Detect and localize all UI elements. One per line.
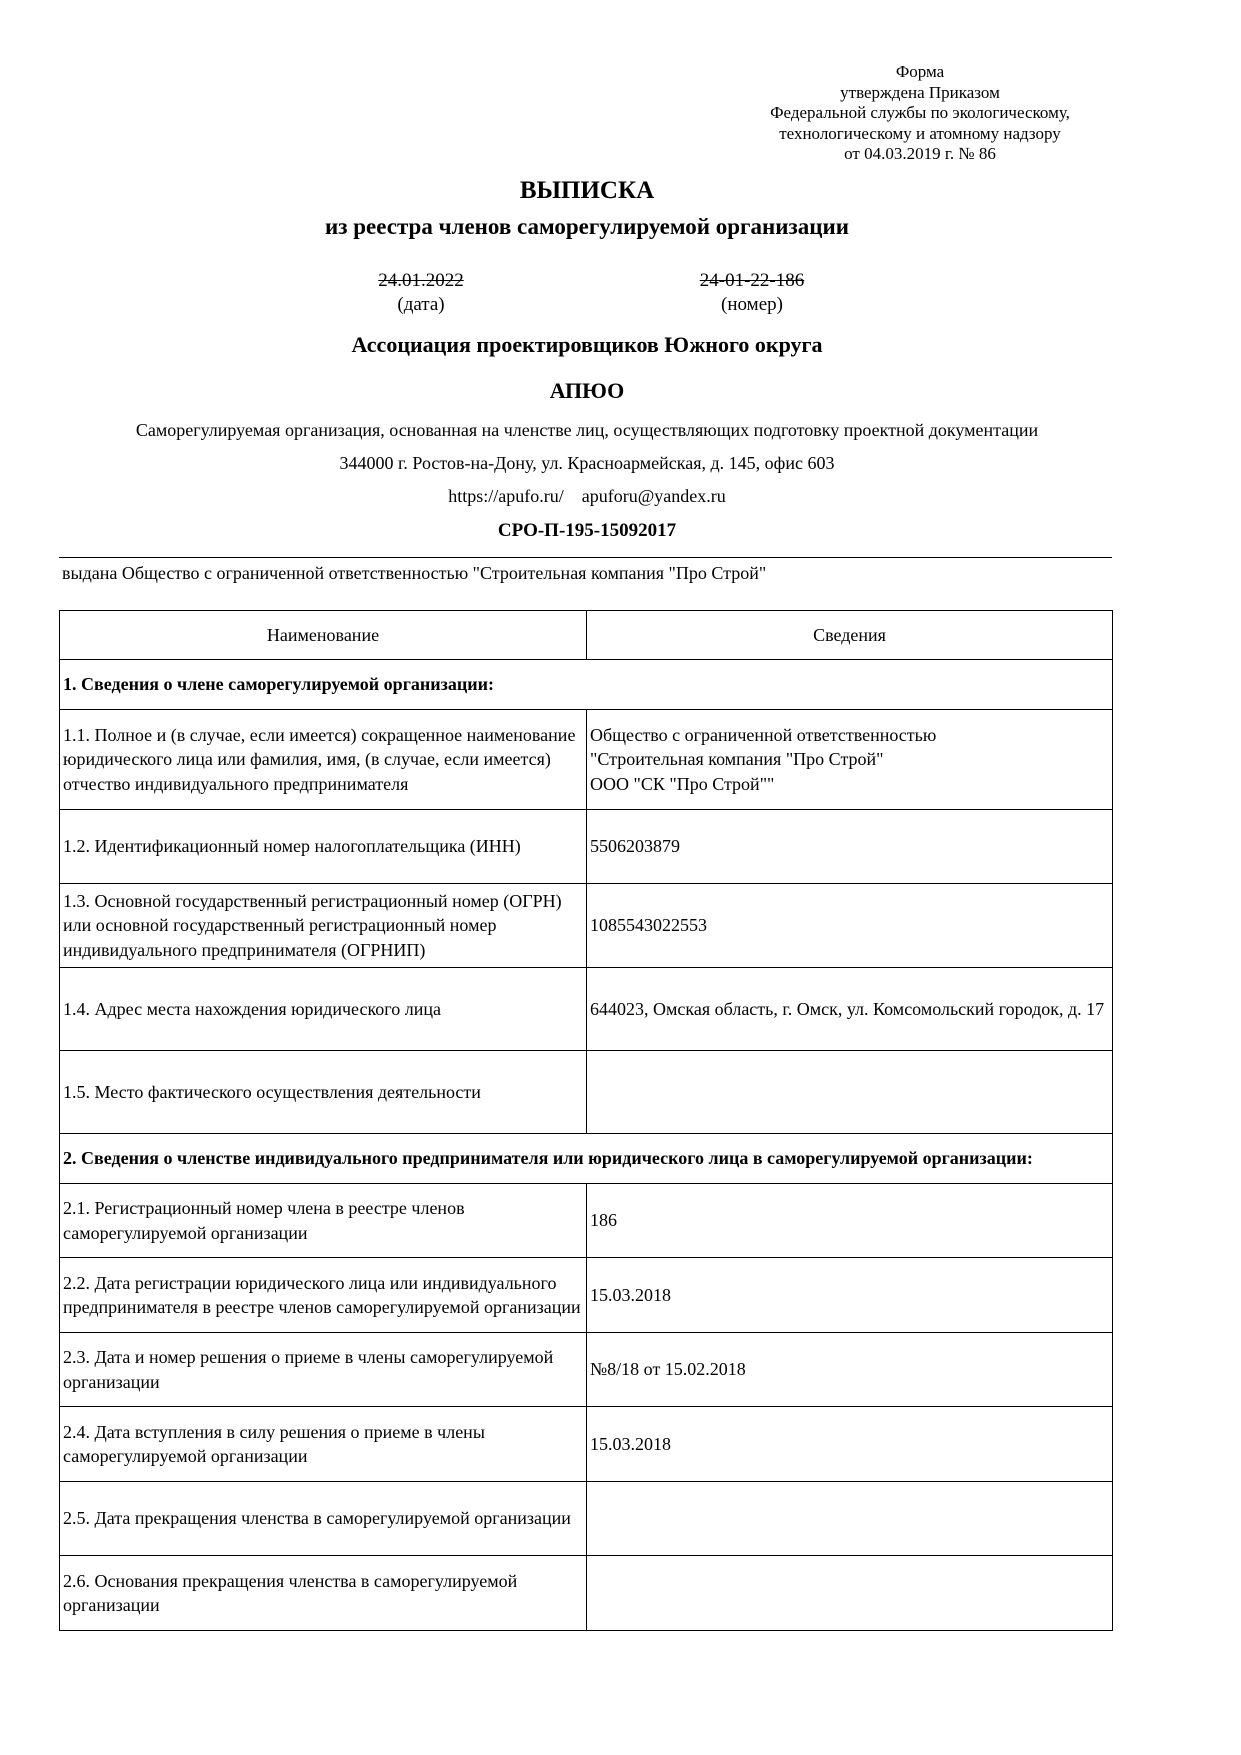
table-row bbox=[60, 1051, 1113, 1134]
table-row bbox=[60, 810, 1113, 884]
table-row bbox=[60, 1258, 1113, 1333]
row-value-line: Общество с ограниченной ответственностью bbox=[590, 724, 937, 745]
organization-name: Ассоциация проектировщиков Южного округа bbox=[351, 332, 823, 357]
divider bbox=[59, 557, 1112, 558]
extract-number: 24-01-22-186 bbox=[699, 270, 805, 291]
approval-note bbox=[700, 62, 1140, 165]
extract-date: 24.01.2022 bbox=[378, 270, 464, 291]
header-name: Наименование bbox=[60, 611, 587, 660]
approval-line: утверждена Приказом bbox=[840, 82, 1000, 102]
table-row bbox=[60, 884, 1113, 968]
approval-line: от 04.03.2019 г. № 86 bbox=[844, 144, 996, 163]
organization-contacts bbox=[0, 486, 1174, 507]
table-header-row bbox=[60, 611, 1113, 660]
row-label: 2.6. Основания прекращения членства в саморегулируемой организации bbox=[60, 1556, 587, 1631]
issued-to: выдана Общество с ограниченной ответственностью "Строительная компания "Про Строй" bbox=[62, 563, 767, 583]
organization-address: 344000 г. Ростов-на-Дону, ул. Красноармейская, д. 145, офис 603 bbox=[339, 453, 835, 473]
extract-date-block bbox=[271, 270, 571, 316]
row-value: 5506203879 bbox=[587, 810, 1113, 884]
row-value: №8/18 от 15.02.2018 bbox=[587, 1333, 1113, 1407]
row-label: 2.5. Дата прекращения членства в саморегулируемой организации bbox=[60, 1482, 587, 1556]
extract-date-caption: (дата) bbox=[397, 294, 445, 315]
extract-number-block bbox=[602, 270, 902, 316]
row-value bbox=[587, 1482, 1113, 1556]
row-value: 186 bbox=[587, 1184, 1113, 1258]
row-label: 2.4. Дата вступления в силу решения о приеме в члены саморегулируемой организации bbox=[60, 1407, 587, 1482]
row-label: 2.1. Регистрационный номер члена в реестре членов саморегулируемой организации bbox=[60, 1184, 587, 1258]
row-label: 2.2. Дата регистрации юридического лица или индивидуального предпринимателя в реестре членов саморегулируемой организации bbox=[60, 1258, 587, 1333]
row-label: 1.5. Место фактического осуществления деятельности bbox=[60, 1051, 587, 1134]
document-title: ВЫПИСКА bbox=[519, 177, 655, 204]
organization-abbr: АПЮО bbox=[549, 378, 625, 403]
sro-registry-number: СРО-П-195-15092017 bbox=[497, 520, 677, 541]
extract-number-caption: (номер) bbox=[721, 294, 783, 315]
row-label: 1.4. Адрес места нахождения юридического лица bbox=[60, 968, 587, 1051]
approval-line: Федеральной службы по экологическому, bbox=[770, 103, 1070, 122]
table-row bbox=[60, 1407, 1113, 1482]
table-row bbox=[60, 968, 1113, 1051]
row-value: 1085543022553 bbox=[587, 884, 1113, 968]
registry-table bbox=[59, 610, 1113, 1631]
table-row bbox=[60, 710, 1113, 810]
approval-line: технологическому и атомному надзору bbox=[779, 123, 1061, 143]
section-row bbox=[60, 1134, 1113, 1184]
section-title: 1. Сведения о члене саморегулируемой организации: bbox=[60, 660, 1113, 710]
document-subtitle: из реестра членов саморегулируемой организации bbox=[325, 214, 849, 239]
row-label: 1.1. Полное и (в случае, если имеется) сокращенное наименование юридического лица или фамилия, имя, (в случае, если имеется) отчество индивидуального предпринимателя bbox=[60, 710, 587, 810]
row-value-line: ООО "СК "Про Строй"" bbox=[590, 773, 775, 794]
table-row bbox=[60, 1556, 1113, 1631]
organization-email: apuforu@yandex.ru bbox=[581, 486, 726, 506]
row-value: 15.03.2018 bbox=[587, 1407, 1113, 1482]
table-row bbox=[60, 1482, 1113, 1556]
row-value bbox=[587, 710, 1113, 810]
organization-type: Саморегулируемая организация, основанная на членстве лиц, осуществляющих подготовку проектной документации bbox=[135, 420, 1039, 440]
table-row bbox=[60, 1184, 1113, 1258]
row-value: 15.03.2018 bbox=[587, 1258, 1113, 1333]
row-value bbox=[587, 1556, 1113, 1631]
row-value bbox=[587, 1051, 1113, 1134]
row-value-line: "Строительная компания "Про Строй" bbox=[590, 749, 884, 770]
organization-website: https://apufo.ru/ bbox=[448, 486, 564, 506]
row-label: 1.2. Идентификационный номер налогоплательщика (ИНН) bbox=[60, 810, 587, 884]
section-title: 2. Сведения о членстве индивидуального предпринимателя или юридического лица в саморегулируемой организации: bbox=[60, 1134, 1113, 1184]
row-value: 644023, Омская область, г. Омск, ул. Комсомольский городок, д. 17 bbox=[587, 968, 1113, 1051]
table-row bbox=[60, 1333, 1113, 1407]
row-label: 2.3. Дата и номер решения о приеме в члены саморегулируемой организации bbox=[60, 1333, 587, 1407]
row-label: 1.3. Основной государственный регистрационный номер (ОГРН) или основной государственный регистрационный номер индивидуального предпринимателя (ОГРНИП) bbox=[60, 884, 587, 968]
header-info: Сведения bbox=[587, 611, 1113, 660]
section-row bbox=[60, 660, 1113, 710]
approval-line: Форма bbox=[895, 62, 945, 81]
